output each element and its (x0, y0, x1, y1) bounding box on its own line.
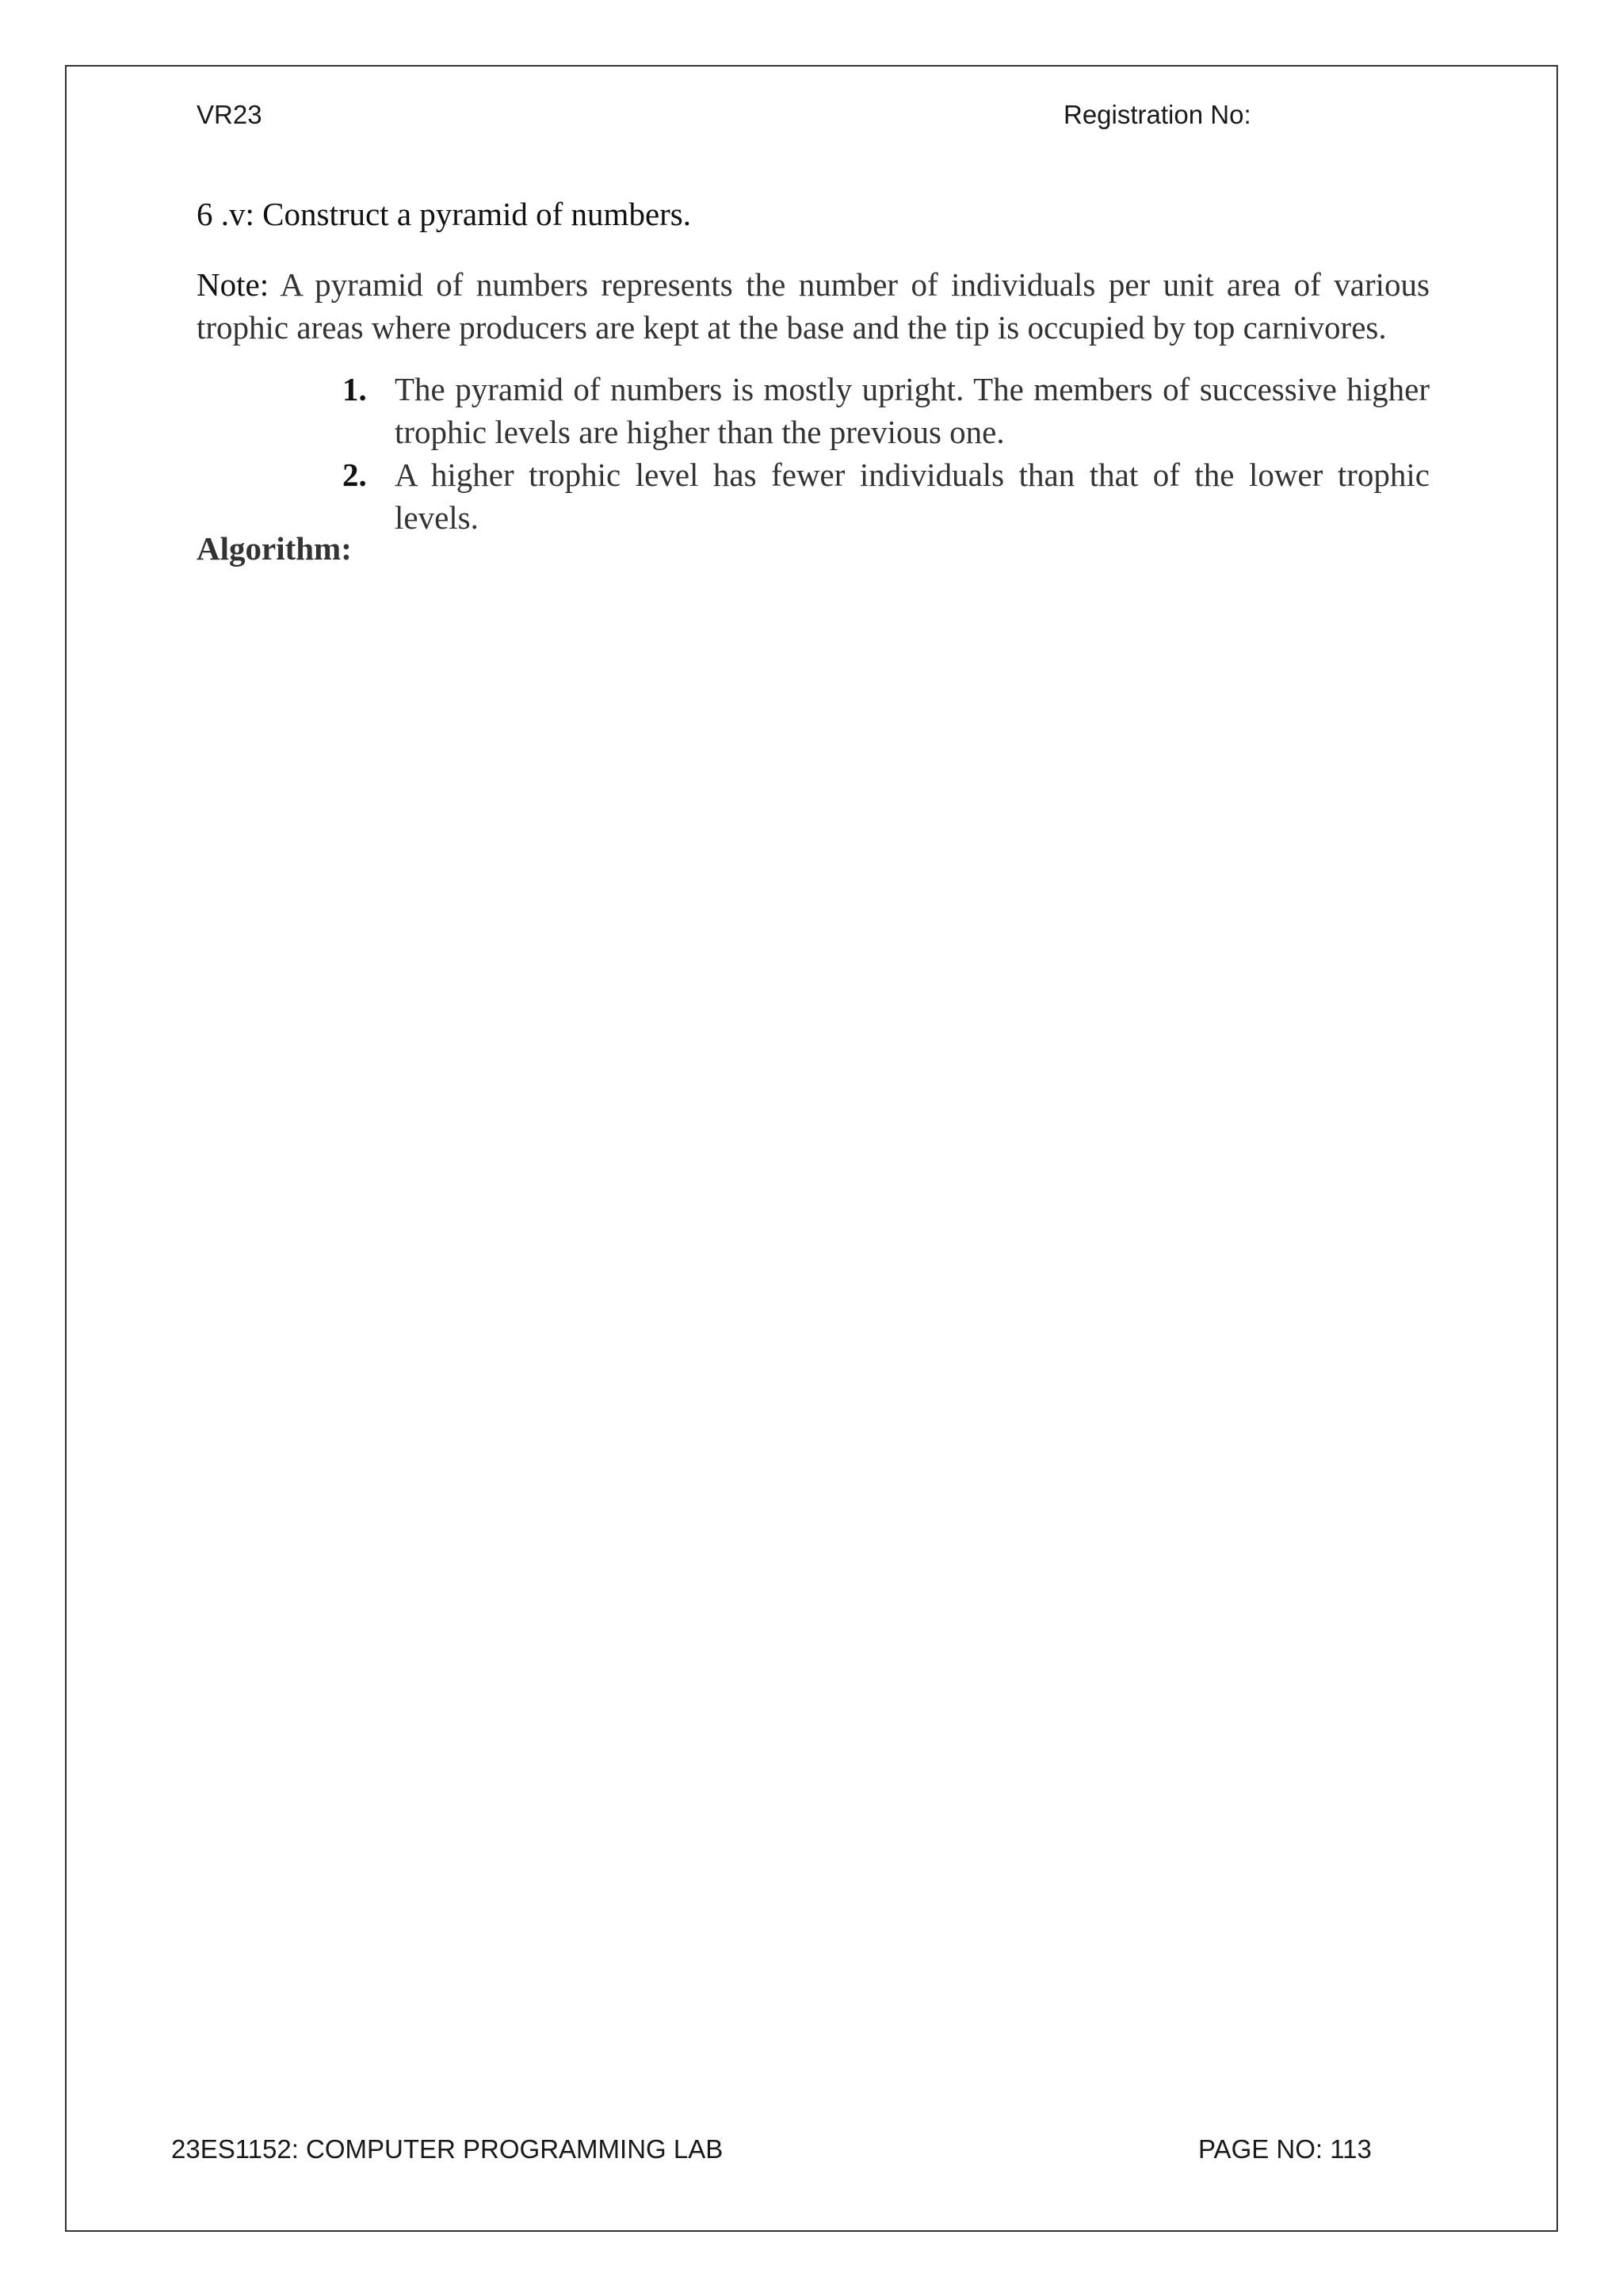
list-item-number: 1. (342, 371, 367, 407)
list-item-number: 2. (342, 457, 367, 493)
note-text: A pyramid of numbers represents the number of individuals per unit area of various trophic areas where producers are kept at the base and the tip is occupied by top carnivores. (197, 266, 1430, 346)
note-label: Note: (197, 266, 269, 303)
numbered-list (342, 368, 1430, 539)
registration-label: Registration No: (1064, 100, 1251, 129)
algorithm-heading: Algorithm: (197, 530, 352, 567)
list-item-text: A higher trophic level has fewer individuals than that of the lower trophic levels. (395, 457, 1430, 536)
page-title: 6 .v: Construct a pyramid of numbers. (197, 196, 692, 232)
list-item-text: The pyramid of numbers is mostly upright. The members of successive higher trophic levels are higher than the previous one. (395, 371, 1430, 450)
footer-course: 23ES1152: COMPUTER PROGRAMMING LAB (171, 2134, 724, 2164)
list-item (342, 368, 1430, 453)
list-item (342, 453, 1430, 539)
header-code: VR23 (197, 100, 262, 129)
page-number: PAGE NO: 113 (1198, 2134, 1372, 2164)
note-paragraph (197, 263, 1430, 349)
